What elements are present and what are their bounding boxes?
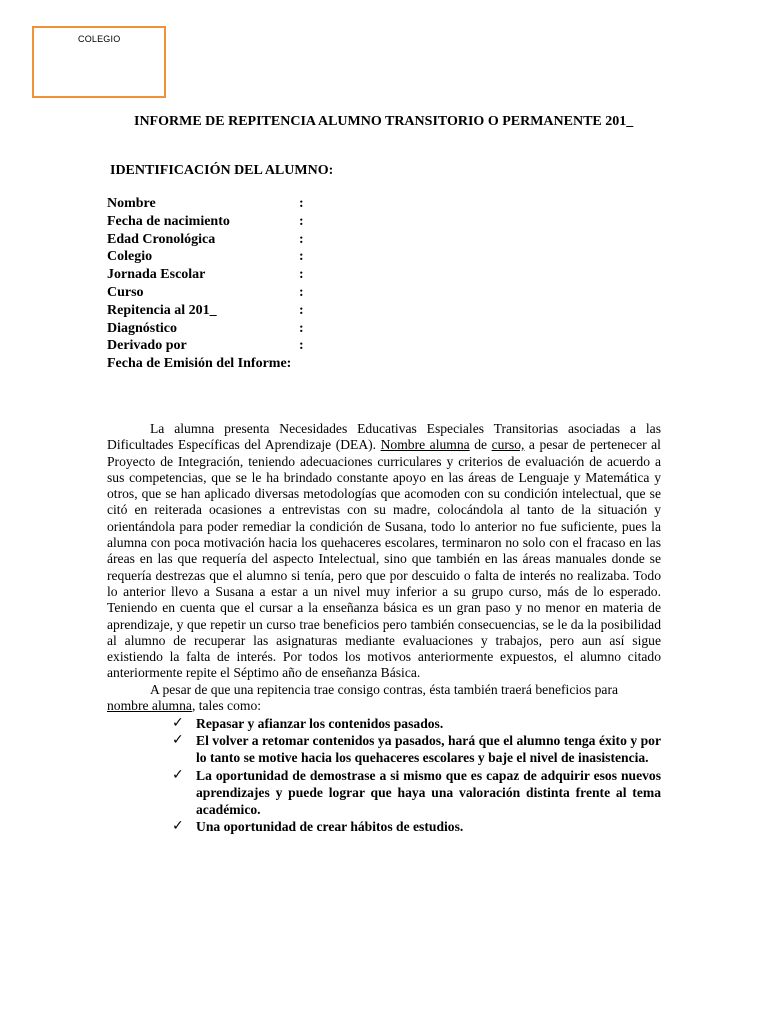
- placeholder-student-name: nombre alumna: [107, 698, 192, 714]
- school-logo-box: [32, 26, 166, 98]
- field-colon: :: [299, 249, 304, 265]
- field-colon: :: [299, 213, 304, 229]
- field-row-derivado-por: [107, 337, 304, 355]
- report-body: [107, 421, 661, 714]
- field-row-colegio: [107, 248, 304, 266]
- field-colon: :: [299, 284, 304, 300]
- field-colon: :: [286, 356, 292, 372]
- benefit-text: El volver a retomar contenidos ya pasados, hará que el alumno tenga éxito y por lo tanto se motive hacia los quehaceres escolares y baje el nivel de inasistencia.: [196, 733, 661, 766]
- check-icon: ✓: [172, 818, 184, 835]
- field-label: Nombre: [107, 196, 156, 211]
- field-row-edad-cronologica: [107, 231, 304, 249]
- section-title-identification: IDENTIFICACIÓN DEL ALUMNO:: [110, 163, 334, 178]
- field-label: Jornada Escolar: [107, 267, 206, 283]
- field-colon: :: [299, 231, 304, 247]
- body-text-segment: , tales como:: [191, 698, 262, 714]
- benefit-item: [172, 767, 661, 819]
- school-logo-label: COLEGIO: [78, 34, 121, 44]
- check-icon: ✓: [172, 732, 184, 749]
- field-label: Derivado por: [107, 338, 187, 354]
- benefits-list: [172, 715, 661, 835]
- field-colon: :: [299, 267, 304, 283]
- field-colon: :: [299, 302, 304, 318]
- field-label: Diagnóstico: [107, 320, 177, 336]
- check-icon: ✓: [172, 766, 184, 783]
- benefit-item: [172, 732, 661, 766]
- placeholder-course: curso,: [491, 437, 525, 453]
- field-row-repitencia: [107, 302, 304, 320]
- field-row-curso: [107, 284, 304, 302]
- field-label: Colegio: [107, 249, 153, 265]
- field-label: Fecha de nacimiento: [107, 213, 230, 229]
- benefit-item: [172, 715, 661, 732]
- field-colon: :: [299, 338, 304, 354]
- report-title: INFORME DE REPITENCIA ALUMNO TRANSITORIO O PERMANENTE 201_: [134, 114, 634, 129]
- field-row-fecha-nacimiento: [107, 213, 304, 231]
- check-icon: ✓: [172, 715, 184, 731]
- body-paragraph-2: [107, 682, 661, 715]
- body-text-segment: A pesar de que una repitencia trae consigo contras, ésta también traerá beneficios para: [150, 681, 619, 697]
- benefit-item: [172, 818, 661, 835]
- field-colon: :: [299, 196, 304, 211]
- field-label: Fecha de Emisión del Informe: [107, 356, 287, 372]
- benefit-text: La oportunidad de demostrase a si mismo que es capaz de adquirir esos nuevos aprendizajes y puede lograr que haya una valoración distinta frente al tema académico.: [196, 767, 661, 818]
- field-label: Curso: [107, 284, 144, 300]
- body-text-segment: La alumna presenta Necesidades Educativas Especiales Transitorias asociadas a las Dificultades Específicas del Aprendizaje (DEA).: [107, 421, 661, 453]
- field-row-diagnostico: [107, 320, 304, 338]
- body-paragraph-1: [107, 421, 661, 682]
- field-label: Edad Cronológica: [107, 231, 216, 247]
- benefit-text: Una oportunidad de crear hábitos de estudios.: [196, 819, 464, 835]
- field-row-jornada-escolar: [107, 266, 304, 284]
- field-colon: :: [299, 320, 304, 336]
- benefit-text: Repasar y afianzar los contenidos pasados.: [196, 716, 444, 731]
- field-row-fecha-emision: [107, 355, 291, 373]
- student-fields: [107, 195, 304, 373]
- field-row-nombre: [107, 195, 304, 213]
- field-label: Repitencia al 201_: [107, 302, 217, 318]
- body-text-segment: de: [469, 437, 492, 453]
- body-text-segment: a pesar de pertenecer al Proyecto de Integración, teniendo adecuaciones curriculares y criterios de evaluación de acuerdo a sus competencias, que se le ha brindado constante apoyo en las áreas de Lenguaje y Matemática y otros, que se han aplicado diversas metodologías que acomoden con su condición intelectual, que se citó en reiterada ocasiones a entrevistas con su madre, colocándola al tanto de la situación y orientándola para poder remediar la condición de Susana, todo lo anterior no fue suficiente, pues la alumna con poca motivación hacia los quehaceres escolares, terminaron no solo con el fracaso en las áreas en las que requería del aspecto Intelectual, sino que también en las áreas manuales donde se requería destrezas que el alumno si tenía, pero que por descuido o falta de interés no realizaba. Todo lo anterior llevo a Susana a estar a un nivel muy inferior a su grupo curso, más de lo esperado. Teniendo en cuenta que el cursar a la enseñanza básica es un gran paso y no menor en materia de aprendizaje, y que repetir un curso trae beneficios pero también consecuencias, se le da la posibilidad al alumno de recuperar las asignaturas mediante evaluaciones y trabajos, pero aun así sigue existiendo la falta de interés. Por todos los motivos anteriormente expuestos, el alumno citado anteriormente repite el Séptimo año de enseñanza Básica.: [107, 437, 661, 681]
- placeholder-student-name: Nombre alumna: [380, 437, 470, 453]
